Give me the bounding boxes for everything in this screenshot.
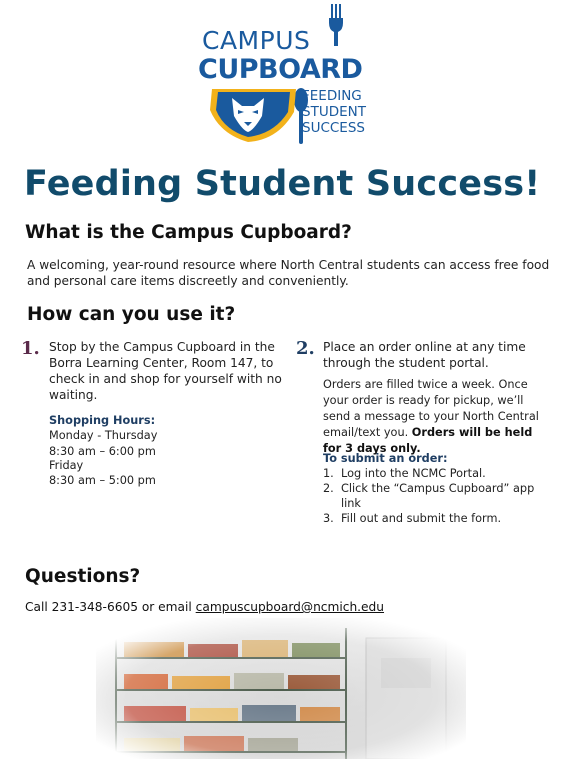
pantry-shelves-photo xyxy=(96,618,466,759)
submit-steps-list xyxy=(323,466,553,526)
list-item-number: 3. xyxy=(323,512,334,525)
logo-tagline-line: STUDENT xyxy=(302,104,366,120)
hours-line: Monday - Thursday xyxy=(49,429,158,442)
step-2-number: 2. xyxy=(296,338,315,359)
logo-tagline xyxy=(302,88,366,136)
hours-line: Friday xyxy=(49,459,84,472)
what-description: A welcoming, year-round resource where North Central students can access free food and personal care items discreetly and conveniently. xyxy=(27,258,550,288)
logo-tagline-line: SUCCESS xyxy=(302,120,365,136)
step-1-number: 1. xyxy=(21,338,40,359)
step-2-text: Place an order online at any time through the student portal. xyxy=(323,340,526,370)
contact-phone-text: Call 231-348-6605 or email xyxy=(25,600,196,614)
list-item-text: Log into the NCMC Portal. xyxy=(341,467,486,480)
orders-text: Orders are filled twice a week. Once your order is ready for pickup, we’ll send a message to your North Central email/text you. xyxy=(323,378,539,439)
list-item-text: Fill out and submit the form. xyxy=(341,512,502,525)
list-item-text: Click the “Campus Cupboard” app link xyxy=(341,482,535,510)
questions-heading: Questions? xyxy=(25,566,141,587)
what-heading: What is the Campus Cupboard? xyxy=(25,222,352,243)
fork-icon xyxy=(329,4,343,46)
logo-tagline-line: FEEDING xyxy=(302,88,362,104)
campus-cupboard-logo xyxy=(198,2,378,152)
list-item-number: 2. xyxy=(323,482,334,495)
list-item-number: 1. xyxy=(323,467,334,480)
shopping-hours-heading: Shopping Hours: xyxy=(49,414,156,427)
list-item xyxy=(323,466,553,481)
list-item xyxy=(323,511,553,526)
step-1-text: Stop by the Campus Cupboard in the Borra Learning Center, Room 147, to check in and shop for yourself with no waiting. xyxy=(49,340,282,402)
logo-campus-text: CAMPUS xyxy=(202,26,311,55)
contact-line xyxy=(25,600,384,614)
wolf-shield-icon xyxy=(210,89,296,142)
hours-line: 8:30 am – 5:00 pm xyxy=(49,474,156,487)
page-title: Feeding Student Success! xyxy=(24,164,541,204)
hours-line: 8:30 am – 6:00 pm xyxy=(49,445,156,458)
email-link[interactable]: campuscupboard@ncmich.edu xyxy=(195,600,385,614)
how-heading: How can you use it? xyxy=(27,304,236,325)
orders-info xyxy=(323,377,553,457)
logo-cupboard-text: CUPBOARD xyxy=(198,54,363,85)
list-item xyxy=(323,481,553,511)
submit-order-heading: To submit an order: xyxy=(323,452,448,465)
orders-hold-note: Orders will be held for 3 days only. xyxy=(323,426,533,455)
